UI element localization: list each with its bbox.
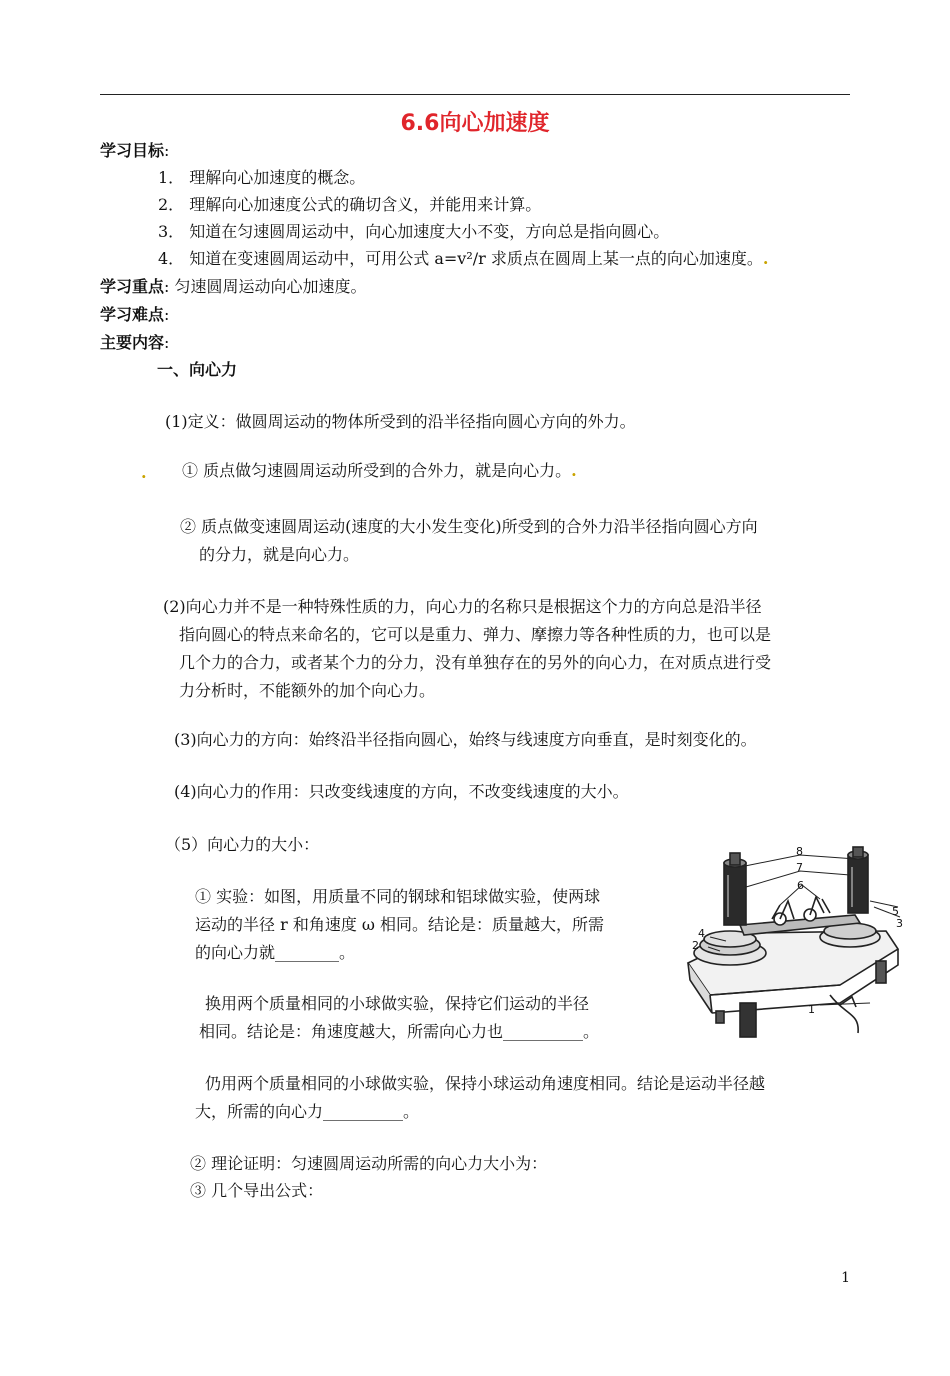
paragraph-nature-line: 指向圆心的特点来命名的，它可以是重力、弹力、摩擦力等各种性质的力，也可以是 [179, 625, 772, 644]
decor-dot: . [141, 463, 147, 482]
page-title: 6.6向心加速度 [400, 111, 550, 136]
experiment-3-line: 仍用两个质量相同的小球做实验，保持小球运动角速度相同。结论是运动半径越 [205, 1074, 766, 1093]
paragraph-uniform [182, 460, 577, 482]
content-line [100, 332, 169, 354]
difficulty-text: : [164, 305, 170, 324]
decor-dot: . [762, 249, 769, 268]
experiment-2 [199, 990, 600, 1046]
paragraph-nature-line: (2)向心力并不是一种特殊性质的力，向心力的名称只是根据这个力的方向总是沿半径 [163, 597, 762, 616]
content-label: 主要内容 [100, 333, 165, 352]
paragraph-definition: (1)定义：做圆周运动的物体所受到的沿半径指向圆心方向的外力。 [165, 412, 636, 431]
paragraph-direction: (3)向心力的方向：始终沿半径指向圆心，始终与线速度方向垂直，是时刻变化的。 [174, 730, 757, 749]
content-text: : [164, 333, 170, 352]
focus-line [100, 276, 367, 298]
focus-label: 学习重点 [100, 277, 165, 296]
paragraph-nature-line: 几个力的合力，或者某个力的分力，没有单独存在的另外的向心力，在对质点进行受 [179, 653, 772, 672]
centripetal-force-apparatus-figure [680, 845, 908, 1050]
page-number: 1 [841, 1270, 850, 1286]
figure-label-1: 1 [808, 1003, 815, 1016]
objectives-colon: : [164, 141, 170, 160]
objective-item-3: 3． 知道在匀速圆周运动中，向心加速度大小不变，方向总是指向圆心。 [158, 222, 670, 241]
experiment-2-line: 相同。结论是：角速度越大，所需向心力也__________。 [199, 1022, 600, 1041]
theory-proof: ② 理论证明：匀速圆周运动所需的向心力大小为： [190, 1154, 548, 1173]
difficulty-label: 学习难点 [100, 305, 165, 324]
objective-item-4 [158, 248, 768, 270]
header-rule [100, 94, 850, 95]
objective-item-2: 2． 理解向心加速度公式的确切含义，并能用来计算。 [158, 195, 542, 214]
experiment-1-line: ① 实验：如图，用质量不同的钢球和铝球做实验，使两球 [195, 887, 601, 906]
experiment-3 [195, 1070, 766, 1126]
section-heading: 一、向心力 [157, 360, 238, 379]
paragraph-variable-line2: 的分力，就是向心力。 [199, 545, 360, 564]
figure-label-8: 8 [796, 845, 803, 858]
paragraph-uniform-text: ① 质点做匀速圆周运动所受到的合外力，就是向心力。 [182, 461, 572, 480]
experiment-1-line: 的向心力就________。 [195, 943, 356, 962]
paragraph-variable-line1: ② 质点做变速圆周运动(速度的大小发生变化)所受到的合外力沿半径指向圆心方向 [180, 517, 758, 536]
figure-label-3: 3 [896, 917, 903, 930]
figure-label-5: 5 [892, 905, 899, 918]
decor-dot: . [571, 461, 577, 480]
derived-formulas: ③ 几个导出公式： [190, 1181, 324, 1200]
paragraph-nature-line: 力分析时，不能额外的加个向心力。 [179, 681, 436, 700]
focus-text: : 匀速圆周运动向心加速度。 [164, 277, 367, 296]
objectives-heading [100, 140, 169, 162]
figure-label-2: 2 [692, 939, 699, 952]
objective-item-4-text: 4． 知道在变速圆周运动中，可用公式 a=v²/r 求质点在圆周上某一点的向心加速度。 [158, 249, 763, 268]
figure-label-7: 7 [796, 861, 803, 874]
paragraph-nature [163, 593, 771, 705]
objectives-label: 学习目标 [100, 141, 165, 160]
objective-item-1: 1． 理解向心加速度的概念。 [158, 168, 366, 187]
experiment-2-line: 换用两个质量相同的小球做实验，保持它们运动的半径 [205, 994, 590, 1013]
experiment-1 [195, 883, 604, 967]
figure-label-6: 6 [797, 879, 804, 892]
figure-label-4: 4 [698, 927, 705, 940]
paragraph-magnitude: （5）向心力的大小： [165, 835, 320, 854]
experiment-3-line: 大，所需的向心力__________。 [195, 1102, 420, 1121]
paragraph-effect: (4)向心力的作用：只改变线速度的方向，不改变线速度的大小。 [174, 782, 629, 801]
experiment-1-line: 运动的半径 r 和角速度 ω 相同。结论是：质量越大，所需 [195, 915, 605, 934]
difficulty-line [100, 304, 169, 326]
